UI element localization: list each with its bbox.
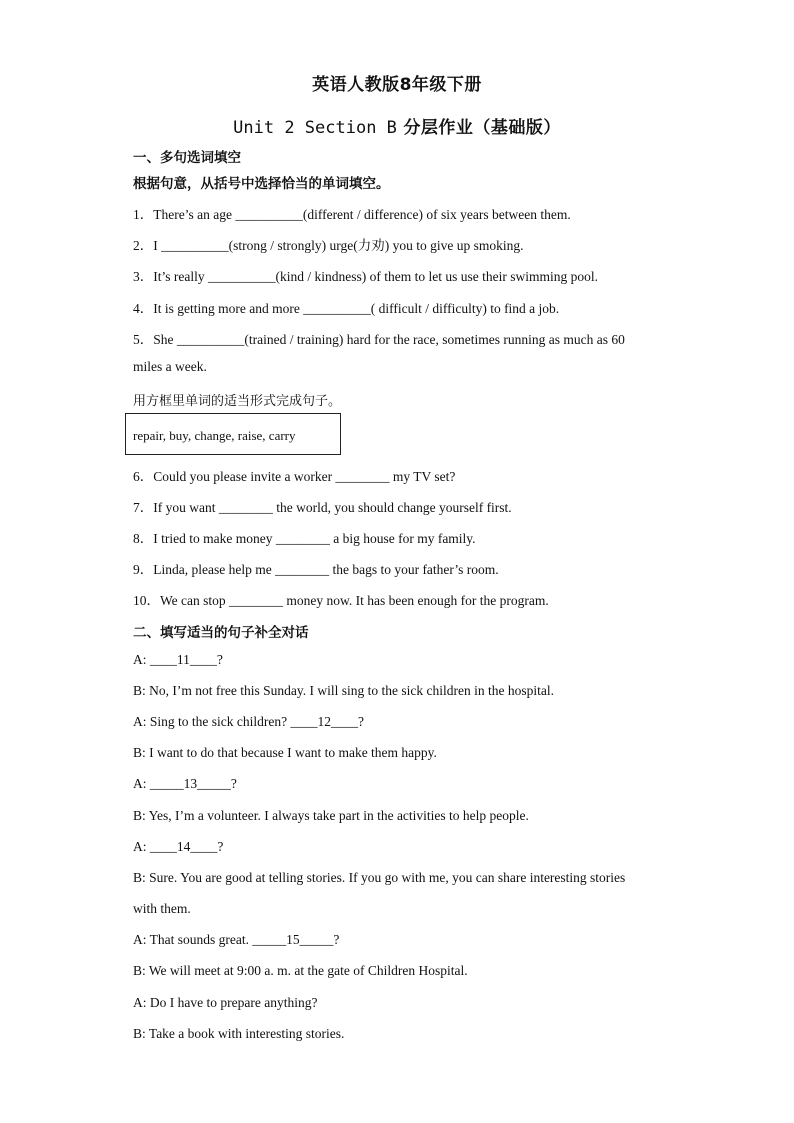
question-4: 4．It is getting more and more __________( difficult / difficulty) to find a job. bbox=[133, 301, 560, 316]
dialogue-line: A: ____14____? bbox=[133, 839, 224, 854]
word-box-text: repair, buy, change, raise, carry bbox=[133, 428, 296, 443]
dialogue-line: B: Take a book with interesting stories. bbox=[133, 1026, 345, 1041]
dialogue-line: A: _____13_____? bbox=[133, 776, 237, 791]
section2-heading: 二、填写适当的句子补全对话 bbox=[133, 625, 309, 641]
dialogue-line: A: Do I have to prepare anything? bbox=[133, 995, 318, 1010]
dialogue-line: B: Yes, I’m a volunteer. I always take part in the activities to help people. bbox=[133, 808, 529, 823]
document-title: 英语人教版8年级下册 bbox=[312, 75, 482, 95]
question-5: 5．She __________(trained / training) hard for the race, sometimes running as much as 60 bbox=[133, 332, 625, 347]
question-6: 6．Could you please invite a worker ________ my TV set? bbox=[133, 469, 456, 484]
question-8: 8．I tried to make money ________ a big house for my family. bbox=[133, 531, 476, 546]
question-5-continued: miles a week. bbox=[133, 359, 207, 374]
document-subtitle bbox=[0, 113, 794, 138]
section1-instruction: 根据句意，从括号中选择恰当的单词填空。 bbox=[133, 176, 390, 192]
question-2: 2．I __________(strong / strongly) urge(力劝) you to give up smoking. bbox=[133, 238, 524, 253]
dialogue-line: A: That sounds great. _____15_____? bbox=[133, 932, 340, 947]
subtitle-rest: 分层作业（基础版） bbox=[396, 118, 561, 138]
subtitle-unit: Unit 2 Section B bbox=[233, 118, 397, 138]
dialogue-line: B: We will meet at 9:00 a. m. at the gate of Children Hospital. bbox=[133, 963, 468, 978]
dialogue-line: A: ____11____? bbox=[133, 652, 223, 667]
dialogue-line: B: No, I’m not free this Sunday. I will sing to the sick children in the hospital. bbox=[133, 683, 554, 698]
word-box bbox=[125, 413, 341, 455]
question-9: 9．Linda, please help me ________ the bags to your father’s room. bbox=[133, 562, 499, 577]
question-1: 1．There’s an age __________(different / difference) of six years between them. bbox=[133, 207, 571, 222]
question-3: 3．It’s really __________(kind / kindness) of them to let us use their swimming pool. bbox=[133, 269, 598, 284]
section1-instruction-2: 用方框里单词的适当形式完成句子。 bbox=[133, 394, 342, 409]
section1-heading: 一、多句选词填空 bbox=[133, 150, 241, 166]
dialogue-line: B: Sure. You are good at telling stories. If you go with me, you can share interesting stories bbox=[133, 870, 626, 885]
dialogue-line: with them. bbox=[133, 901, 191, 916]
question-7: 7．If you want ________ the world, you should change yourself first. bbox=[133, 500, 512, 515]
dialogue-line: A: Sing to the sick children? ____12____? bbox=[133, 714, 364, 729]
dialogue-line: B: I want to do that because I want to make them happy. bbox=[133, 745, 437, 760]
question-10: 10．We can stop ________ money now. It has been enough for the program. bbox=[133, 593, 549, 608]
